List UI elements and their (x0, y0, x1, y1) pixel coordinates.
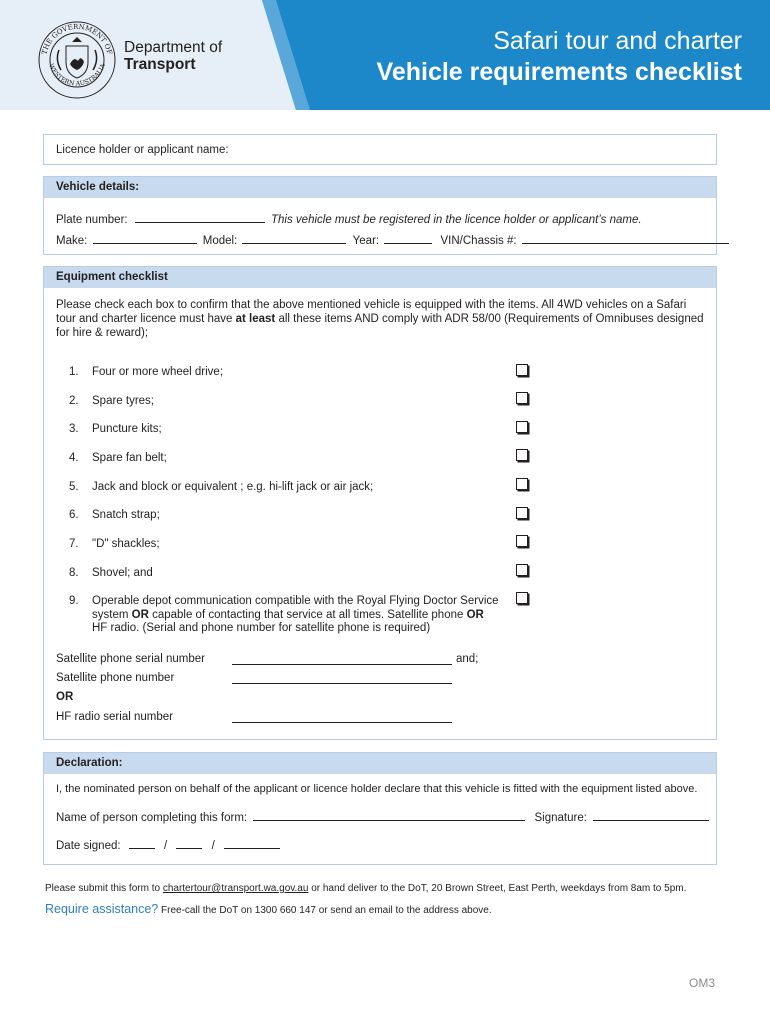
applicant-name-label: Licence holder or applicant name: (56, 144, 229, 156)
item-number: 9. (69, 595, 79, 607)
vin-field[interactable] (522, 231, 729, 244)
item-checkbox[interactable] (516, 592, 528, 604)
item-text: Snatch strap; (92, 509, 160, 521)
date-separator: / (163, 840, 168, 852)
equipment-heading: Equipment checklist (44, 267, 716, 288)
submit-suffix: or hand deliver to the DoT, 20 Brown Street, East Perth, weekdays from 8am to 5pm. (308, 883, 687, 894)
item-number: 6. (69, 509, 79, 521)
item-checkbox[interactable] (516, 421, 528, 433)
name-label: Name of person completing this form: (56, 812, 248, 824)
assistance-label: Require assistance? (45, 902, 159, 916)
year-label: Year: (352, 235, 380, 247)
form-code: OM3 (688, 976, 715, 990)
item-checkbox[interactable] (516, 535, 528, 547)
item-number: 2. (69, 395, 79, 407)
date-row (56, 836, 280, 852)
department-line2: Transport (124, 56, 196, 73)
assistance-line (45, 902, 492, 916)
item-checkbox[interactable] (516, 564, 528, 576)
vehicle-details-heading: Vehicle details: (44, 177, 716, 198)
sat-number-label: Satellite phone number (56, 672, 175, 684)
make-field[interactable] (93, 231, 197, 244)
form-title-line2: Vehicle requirements checklist (376, 58, 742, 86)
department-line1: Department of (124, 39, 223, 56)
year-field[interactable] (384, 231, 432, 244)
model-label: Model: (202, 235, 238, 247)
item-number: 4. (69, 452, 79, 464)
signature-label: Signature: (534, 812, 587, 824)
wa-government-crest-icon (37, 20, 117, 100)
intro-text-bold: at least (235, 313, 276, 325)
model-field[interactable] (242, 231, 346, 244)
page-header (0, 0, 770, 110)
name-field[interactable] (253, 808, 525, 821)
declaration-statement: I, the nominated person on behalf of the applicant or licence holder declare that this vehicle is fitted with the equipment listed above. (56, 783, 698, 795)
submit-prefix: Please submit this form to (45, 883, 163, 894)
item-number: 7. (69, 538, 79, 550)
item-text: "D" shackles; (92, 538, 160, 550)
svg-text:WESTERN AUSTRALIA: WESTERN AUSTRALIA (47, 62, 107, 88)
declaration-section (43, 752, 717, 865)
form-title-line1: Safari tour and charter (493, 27, 742, 55)
plate-number-label: Plate number: (56, 214, 128, 226)
item-number: 1. (69, 366, 79, 378)
vin-label: VIN/Chassis #: (440, 235, 517, 247)
sat-serial-suffix: and; (456, 653, 479, 665)
applicant-name-field[interactable] (234, 139, 704, 161)
plate-number-field[interactable] (135, 210, 265, 223)
item-checkbox[interactable] (516, 392, 528, 404)
svg-text:THE GOVERNMENT OF: THE GOVERNMENT OF (40, 22, 114, 56)
plate-row (56, 210, 642, 226)
item-text: Spare tyres; (92, 395, 154, 407)
intro-text-1: Please check each box to confirm that the above mentioned vehicle is equipped with the items. All 4WD vehicles on a Safari tour and charter licence must have (56, 299, 687, 325)
make-label: Make: (56, 235, 88, 247)
date-separator: / (211, 840, 215, 852)
item-checkbox[interactable] (516, 364, 528, 376)
equipment-intro (56, 298, 706, 340)
or-label: OR (56, 691, 74, 703)
vehicle-details-section (43, 176, 717, 255)
item9-text-1: Operable depot communication compatible with the Royal Flying Doctor Service system (92, 595, 499, 621)
department-name (124, 39, 222, 73)
intro-text-2: all these items AND comply with ADR 58/00 (Requirements of Omnibuses designed for hire & reward); (56, 313, 704, 339)
signature-field[interactable] (593, 808, 709, 821)
item-text: Spare fan belt; (92, 452, 167, 464)
sat-number-field[interactable] (232, 671, 452, 684)
assistance-text: Free-call the DoT on 1300 660 147 or send an email to the address above. (158, 905, 492, 916)
sat-serial-label: Satellite phone serial number (56, 653, 205, 665)
date-label: Date signed: (56, 840, 121, 852)
item-checkbox[interactable] (516, 478, 528, 490)
declaration-heading: Declaration: (44, 753, 716, 774)
make-row (56, 231, 729, 247)
item-text (92, 595, 502, 636)
item-text: Shovel; and (92, 567, 153, 579)
date-day-field[interactable] (129, 836, 155, 849)
item9-text-3: HF radio. (Serial and phone number for satellite phone is required) (92, 622, 431, 634)
item9-or-2: OR (466, 608, 484, 621)
item-number: 8. (69, 567, 79, 579)
item-checkbox[interactable] (516, 507, 528, 519)
item-checkbox[interactable] (516, 449, 528, 461)
item-text: Puncture kits; (92, 423, 162, 435)
submit-instructions (45, 883, 686, 894)
item9-text-2: capable of contacting that service at all times. Satellite phone (148, 608, 467, 621)
equipment-checklist-section (43, 266, 717, 740)
item-text: Four or more wheel drive; (92, 366, 224, 378)
date-month-field[interactable] (176, 836, 202, 849)
hf-radio-field[interactable] (232, 710, 452, 723)
item-text: Jack and block or equivalent ; e.g. hi-lift jack or air jack; (92, 481, 374, 493)
sat-serial-field[interactable] (232, 652, 452, 665)
applicant-name-box (43, 134, 717, 165)
name-row (56, 808, 709, 824)
item9-or-1: OR (131, 608, 149, 621)
item-number: 5. (69, 481, 79, 493)
item-number: 3. (69, 423, 79, 435)
plate-note: This vehicle must be registered in the licence holder or applicant’s name. (271, 214, 642, 226)
date-year-field[interactable] (224, 836, 280, 849)
hf-radio-label: HF radio serial number (56, 711, 173, 723)
email-link[interactable]: chartertour@transport.wa.gov.au (162, 883, 309, 894)
